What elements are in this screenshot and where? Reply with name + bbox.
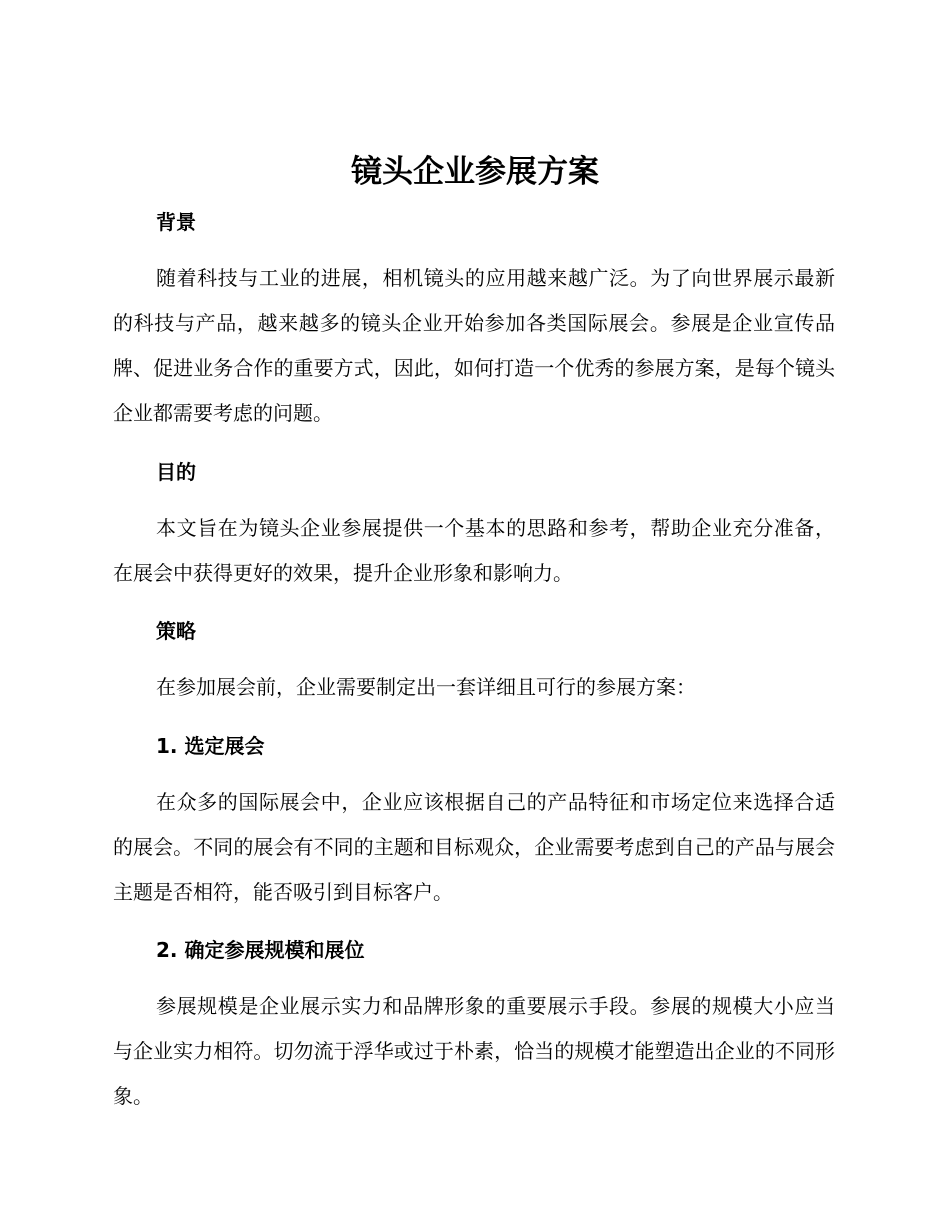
strategy-paragraph: 在参加展会前，企业需要制定出一套详细且可行的参展方案： [156,675,696,699]
subheading-scale-and-booth: 2. 确定参展规模和展位 [156,938,365,962]
purpose-paragraph: 本文旨在为镜头企业参展提供一个基本的思路和参考，帮助企业充分准备，在展会中获得更好的效果，提升企业形象和影响力。 [113,516,835,585]
subheading-select-exhibition: 1. 选定展会 [156,734,265,758]
document-title: 镜头企业参展方案 [351,154,599,190]
scale-and-booth-paragraph: 参展规模是企业展示实力和品牌形象的重要展示手段。参展的规模大小应当与企业实力相符。切勿流于浮华或过于朴素，恰当的规模才能塑造出企业的不同形象。 [113,994,835,1108]
select-exhibition-paragraph: 在众多的国际展会中，企业应该根据自己的产品特征和市场定位来选择合适的展会。不同的展会有不同的主题和目标观众，企业需要考虑到自己的产品与展会主题是否相符，能否吸引到目标客户。 [113,790,835,904]
section-heading-strategy: 策略 [156,619,196,643]
section-heading-background: 背景 [156,210,196,234]
background-paragraph: 随着科技与工业的进展，相机镜头的应用越来越广泛。为了向世界展示最新的科技与产品，越来越多的镜头企业开始参加各类国际展会。参展是企业宣传品牌、促进业务合作的重要方式，因此，如何打造一个优秀的参展方案，是每个镜头企业都需要考虑的问题。 [113,266,835,425]
section-heading-purpose: 目的 [156,460,196,484]
